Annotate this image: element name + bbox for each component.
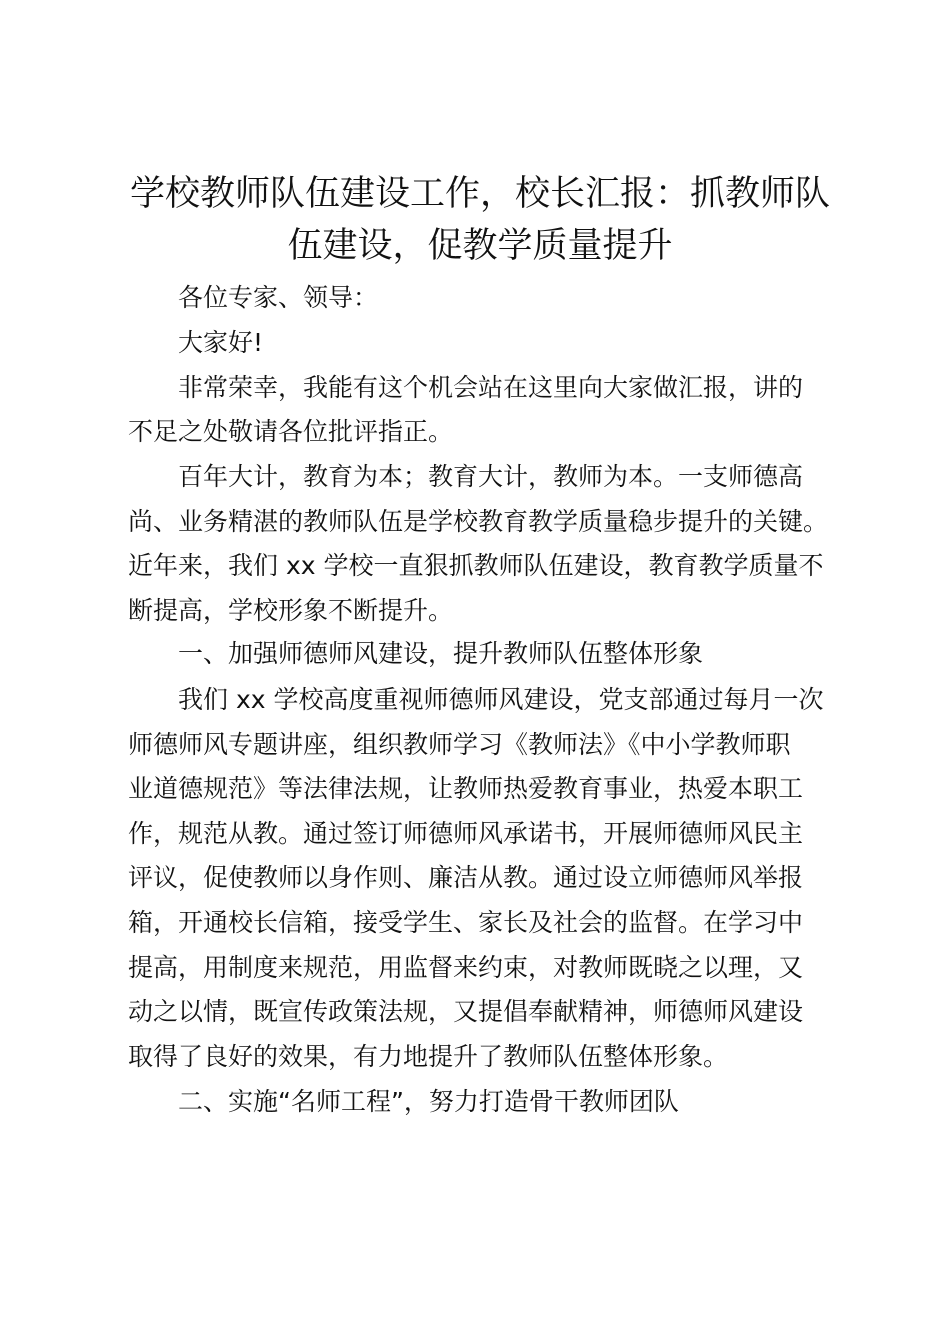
paragraph-line: 提高，用制度来规范，用监督来约束，对教师既晓之以理，又 bbox=[128, 953, 804, 982]
paragraph-line: 取得了良好的效果，有力地提升了教师队伍整体形象。 bbox=[128, 1042, 729, 1071]
document-title-line-2: 伍建设，促教学质量提升 bbox=[287, 226, 673, 266]
salutation: 各位专家、领导： bbox=[178, 283, 379, 312]
paragraph-line: 近年来，我们 xx 学校一直狠抓教师队伍建设，教育教学质量不 bbox=[128, 551, 824, 580]
section-heading-1: 一、加强师德师风建设，提升教师队伍整体形象 bbox=[178, 639, 704, 668]
paragraph-line: 尚、业务精湛的教师队伍是学校教育教学质量稳步提升的关键。 bbox=[128, 507, 829, 536]
paragraph-line: 师德师风专题讲座，组织教师学习《教师法》《中小学教师职 bbox=[128, 730, 791, 759]
paragraph-line: 非常荣幸，我能有这个机会站在这里向大家做汇报，讲的 bbox=[178, 373, 804, 402]
paragraph-line: 作，规范从教。通过签订师德师风承诺书，开展师德师风民主 bbox=[128, 819, 804, 848]
paragraph-line: 评议，促使教师以身作则、廉洁从教。通过设立师德师风举报 bbox=[128, 863, 804, 892]
paragraph-line: 业道德规范》等法律法规，让教师热爱教育事业，热爱本职工 bbox=[128, 774, 804, 803]
paragraph-line: 不足之处敬请各位批评指正。 bbox=[128, 417, 454, 446]
paragraph-line: 我们 xx 学校高度重视师德师风建设，党支部通过每月一次 bbox=[178, 685, 824, 714]
greeting: 大家好! bbox=[178, 328, 264, 357]
paragraph-line: 百年大计，教育为本；教育大计，教师为本。一支师德高 bbox=[178, 462, 804, 491]
paragraph-line: 动之以情，既宣传政策法规，又提倡奉献精神，师德师风建设 bbox=[128, 997, 804, 1026]
paragraph-line: 断提高，学校形象不断提升。 bbox=[128, 596, 454, 625]
section-heading-2: 二、实施“名师工程”，努力打造骨干教师团队 bbox=[178, 1087, 679, 1116]
document-title-line-1: 学校教师队伍建设工作，校长汇报：抓教师队 bbox=[129, 174, 830, 214]
paragraph-line: 箱，开通校长信箱，接受学生、家长及社会的监督。在学习中 bbox=[128, 908, 804, 937]
